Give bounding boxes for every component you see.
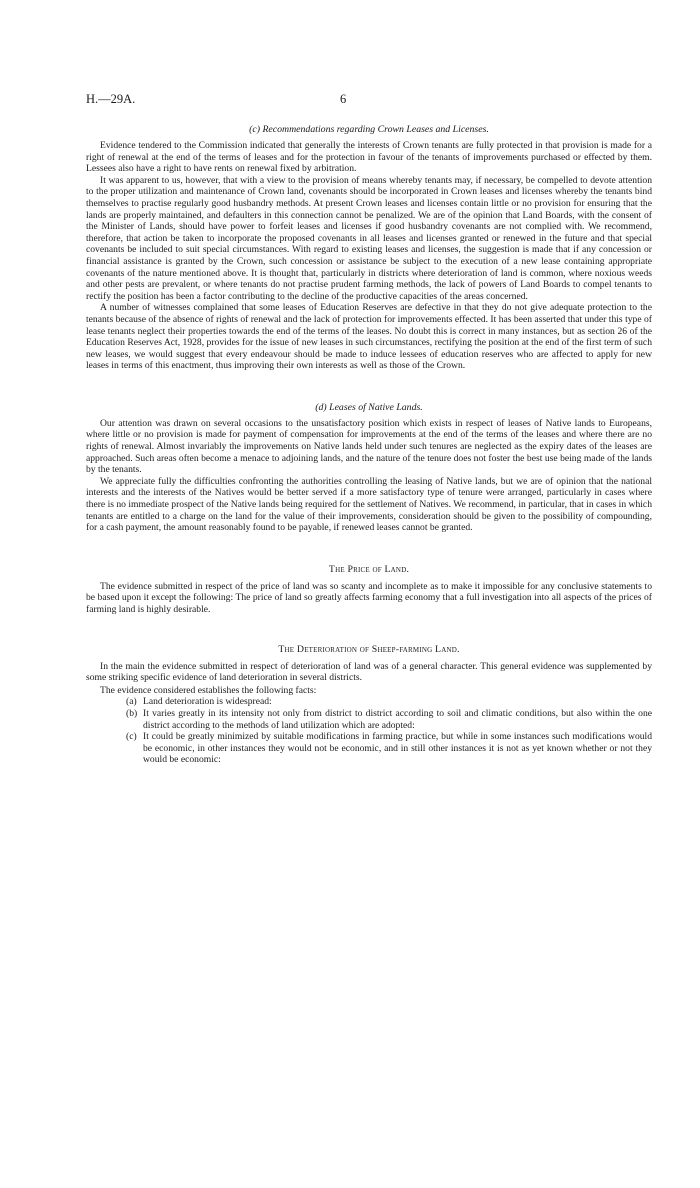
fact-text: It could be greatly minimized by suitable modifications in farming practice, but while in some instances such modifications would be economic, in other instances they would not be economic, and in still other instances it is not as yet known whether or not they would be economic:: [143, 731, 652, 766]
section-d-paragraph-1: Our attention was drawn on several occasions to the unsatisfactory position which exists in respect of leases of Native lands to Europeans, where little or no provision is made for payment of compensation for improvements at the end of the terms of the leases and where there are no rights of renewal. Almost invariably the improvements on Native lands held under such tenures are neglected as the expiry dates of the leases are approached. Such areas often become a menace to adjoining lands, and the nature of the tenure does not foster the best use being made of the lands by the tenants.: [86, 417, 652, 476]
deterioration-paragraph-1: In the main the evidence submitted in respect of deterioration of land was of a general character. This general evidence was supplemented by some striking specific evidence of land deterioration in several districts.: [86, 660, 652, 684]
section-d-paragraph-2: We appreciate fully the difficulties confronting the authorities controlling the leasing of Native lands, but we are of opinion that the national interests and the interests of the Natives would be better served if a more satisfactory type of tenure were arranged, particularly in cases where there is no immediate prospect of the Native lands being required for the settlement of Natives. We recommend, in particular, that in cases in which tenants are entitled to a charge on the land for the value of their improvements, consideration should be given to the possibility of compounding, for a cash payment, the amount reasonably found to be payable, if renewed leases cannot be granted.: [86, 475, 652, 534]
section-d-title: (d) Leases of Native Lands.: [315, 401, 423, 413]
price-of-land-paragraph-1: The evidence submitted in respect of the price of land was so scanty and incomplete as to make it impossible for any conclusive statements to be based upon it except the following: The price of land so greatly affects farming economy that a full investigation into all aspects of the prices of farming land is highly desirable.: [86, 580, 652, 615]
fact-marker: (b): [126, 707, 138, 719]
section-c-paragraph-2: It was apparent to us, however, that with a view to the provision of means whereby tenants may, if necessary, be compelled to devote attention to the proper utilization and maintenance of Crown land, covenants should be incorporated in Crown leases and licenses whereby the tenants bind themselves to practise regularly good husbandry methods. At present Crown leases and licenses contain little or no provision for ensuring that the lands are properly maintained, and defaulters in this connection cannot be penalized. We are of the opinion that Land Boards, with the consent of the Minister of Lands, should have power to forfeit leases and licenses if good husbandry covenants are not complied with. We recommend, therefore, that action be taken to incorporate the proposed covenants in all leases and licenses granted or renewed in the future and that special covenants be included to suit special circumstances. With regard to existing leases and licenses, the suggestion is made that if any concession or financial assistance is granted by the Crown, such concession or assistance be subject to the execution of a new lease containing appropriate covenants of the nature mentioned above. It is thought that, particularly in districts where deterioration of land is common, where noxious weeds and other pests are prevalent, or where tenants do not practise prudent farming methods, the lack of powers of Land Boards to compel tenants to rectify the position has been a factor contributing to the decline of the productive capacities of the areas concerned.: [86, 174, 652, 302]
section-spacer: [86, 534, 652, 564]
fact-item-a: [86, 696, 652, 708]
running-header: [86, 92, 646, 110]
fact-text: It varies greatly in its intensity not only from district to district according to soil and climatic conditions, but also within the one district according to the methods of land utilization which are adopted:: [143, 707, 652, 731]
text-column: [86, 124, 652, 766]
section-spacer: [86, 372, 652, 402]
document-reference: H.—29A.: [86, 92, 136, 106]
fact-item-c: [86, 731, 652, 766]
section-c-paragraph-1: Evidence tendered to the Commission indicated that generally the interests of Crown tenants are fully protected in that provision is made for a right of renewal at the end of the terms of leases and for the protection in favour of the tenants of improvements purchased or effected by them. Lessees also have a right to have rents on renewal fixed by arbitration.: [86, 140, 652, 175]
fact-marker: (c): [126, 731, 137, 743]
section-c-title: (c) Recommendations regarding Crown Leases and Licenses.: [249, 124, 489, 135]
deterioration-title: The Deterioration of Sheep-farming Land.: [278, 643, 460, 655]
price-of-land-title: The Price of Land.: [328, 563, 410, 575]
section-spacer: [86, 616, 652, 644]
section-c-paragraph-3: A number of witnesses complained that some leases of Education Reserves are defective in that they do not give adequate protection to the tenants because of the absence of rights of renewal and the lack of protection for improvements effected. It has been asserted that under this type of lease tenants neglect their properties towards the end of the terms of the leases. No doubt this is correct in many instances, but as section 26 of the Education Reserves Act, 1928, provides for the issue of new leases in such circumstances, rectifying the position at the end of the first term of such new leases, we would suggest that every endeavour should be made to induce lessees of education reserves who are affected to apply for new leases in terms of this enactment, thus improving their own interests as well as those of the Crown.: [86, 302, 652, 372]
deterioration-paragraph-2: The evidence considered establishes the following facts:: [100, 684, 317, 696]
fact-text: Land deterioration is widespread:: [143, 696, 272, 708]
fact-marker: (a): [126, 696, 137, 708]
facts-list: [86, 696, 652, 766]
page-number: 6: [340, 92, 347, 106]
fact-item-b: [86, 708, 652, 731]
